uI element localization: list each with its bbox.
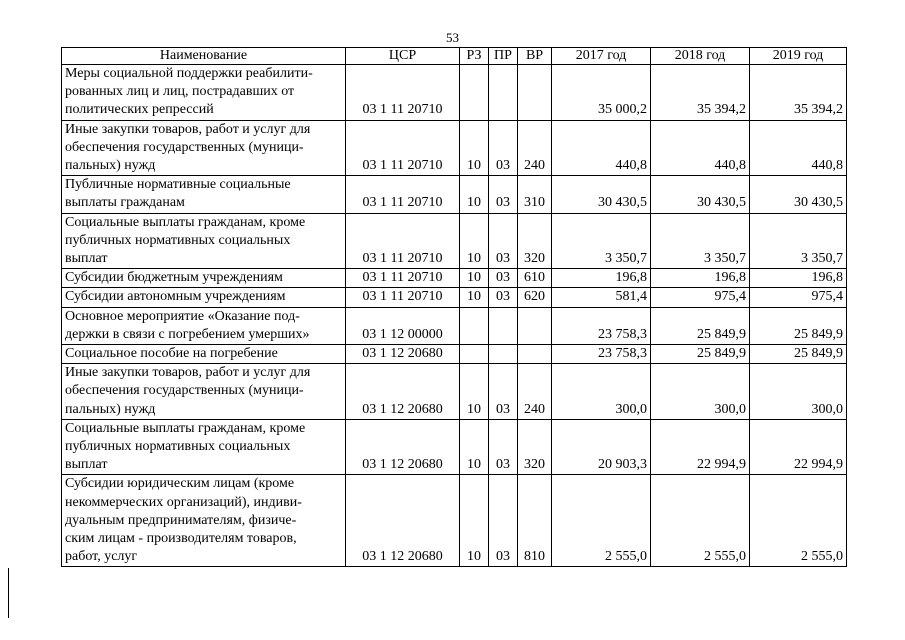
- row-rz: 10: [460, 475, 489, 567]
- row-pr: 03: [489, 364, 518, 420]
- table-body: [62, 65, 847, 567]
- row-csr: 03 1 11 20710: [346, 213, 460, 269]
- header-2019: 2019 год: [750, 48, 847, 65]
- table-row: [62, 307, 847, 344]
- row-rz: 10: [460, 288, 489, 307]
- header-csr: ЦСР: [346, 48, 460, 65]
- row-vr: [518, 345, 552, 364]
- row-2019: 22 994,9: [750, 419, 847, 475]
- table-row: [62, 120, 847, 176]
- row-csr: 03 1 12 20680: [346, 364, 460, 420]
- table-row: [62, 176, 847, 213]
- row-csr: 03 1 11 20710: [346, 288, 460, 307]
- row-rz: [460, 65, 489, 121]
- header-vr: ВР: [518, 48, 552, 65]
- row-2018: 25 849,9: [651, 307, 750, 344]
- row-vr: 310: [518, 176, 552, 213]
- row-vr: 240: [518, 120, 552, 176]
- row-2018: 25 849,9: [651, 345, 750, 364]
- row-csr: 03 1 11 20710: [346, 65, 460, 121]
- row-2018: 35 394,2: [651, 65, 750, 121]
- row-2017: 440,8: [552, 120, 651, 176]
- row-name: Основное мероприятие «Оказание под- держки в связи с погребением умерших»: [62, 307, 346, 344]
- scan-edge-mark: [8, 568, 9, 618]
- table-row: [62, 288, 847, 307]
- row-2017: 581,4: [552, 288, 651, 307]
- row-rz: [460, 307, 489, 344]
- row-name: Субсидии автономным учреждениям: [62, 288, 346, 307]
- row-pr: 03: [489, 213, 518, 269]
- row-pr: [489, 345, 518, 364]
- row-2017: 20 903,3: [552, 419, 651, 475]
- table-row: [62, 364, 847, 420]
- row-2019: 196,8: [750, 269, 847, 288]
- row-name: Иные закупки товаров, работ и услуг для обеспечения государственных (муници- пальных) нужд: [62, 364, 346, 420]
- row-2017: 2 555,0: [552, 475, 651, 567]
- row-2017: 23 758,3: [552, 345, 651, 364]
- row-csr: 03 1 11 20710: [346, 176, 460, 213]
- row-name: Социальные выплаты гражданам, кроме публичных нормативных социальных выплат: [62, 419, 346, 475]
- header-pr: ПР: [489, 48, 518, 65]
- row-vr: 610: [518, 269, 552, 288]
- row-vr: 320: [518, 213, 552, 269]
- row-2018: 196,8: [651, 269, 750, 288]
- row-2019: 2 555,0: [750, 475, 847, 567]
- row-2018: 3 350,7: [651, 213, 750, 269]
- row-2018: 22 994,9: [651, 419, 750, 475]
- row-csr: 03 1 11 20710: [346, 120, 460, 176]
- row-2017: 3 350,7: [552, 213, 651, 269]
- row-2017: 23 758,3: [552, 307, 651, 344]
- row-pr: 03: [489, 475, 518, 567]
- row-rz: 10: [460, 419, 489, 475]
- row-rz: 10: [460, 269, 489, 288]
- row-2018: 300,0: [651, 364, 750, 420]
- row-name: Меры социальной поддержки реабилити- рованных лиц и лиц, пострадавших от политических репрессий: [62, 65, 346, 121]
- header-rz: РЗ: [460, 48, 489, 65]
- row-pr: 03: [489, 419, 518, 475]
- row-2018: 30 430,5: [651, 176, 750, 213]
- row-csr: 03 1 12 20680: [346, 345, 460, 364]
- table-row: [62, 213, 847, 269]
- row-vr: [518, 307, 552, 344]
- row-2019: 300,0: [750, 364, 847, 420]
- row-rz: 10: [460, 213, 489, 269]
- row-csr: 03 1 12 20680: [346, 475, 460, 567]
- table-row: [62, 269, 847, 288]
- row-2019: 440,8: [750, 120, 847, 176]
- header-name: Наименование: [62, 48, 346, 65]
- table-row: [62, 345, 847, 364]
- row-rz: [460, 345, 489, 364]
- row-pr: 03: [489, 120, 518, 176]
- row-name: Субсидии бюджетным учреждениям: [62, 269, 346, 288]
- row-2017: 300,0: [552, 364, 651, 420]
- row-vr: [518, 65, 552, 121]
- row-2019: 3 350,7: [750, 213, 847, 269]
- table-row: [62, 65, 847, 121]
- table-row: [62, 475, 847, 567]
- row-name: Социальные выплаты гражданам, кроме публичных нормативных социальных выплат: [62, 213, 346, 269]
- row-2018: 975,4: [651, 288, 750, 307]
- row-vr: 320: [518, 419, 552, 475]
- row-2018: 440,8: [651, 120, 750, 176]
- row-name: Публичные нормативные социальные выплаты гражданам: [62, 176, 346, 213]
- table-row: [62, 419, 847, 475]
- budget-table: [61, 47, 847, 567]
- row-csr: 03 1 12 20680: [346, 419, 460, 475]
- row-pr: [489, 65, 518, 121]
- row-pr: [489, 307, 518, 344]
- row-pr: 03: [489, 269, 518, 288]
- row-2019: 30 430,5: [750, 176, 847, 213]
- row-pr: 03: [489, 176, 518, 213]
- header-2017: 2017 год: [552, 48, 651, 65]
- row-2019: 25 849,9: [750, 307, 847, 344]
- row-2017: 196,8: [552, 269, 651, 288]
- row-pr: 03: [489, 288, 518, 307]
- row-2019: 975,4: [750, 288, 847, 307]
- row-2017: 35 000,2: [552, 65, 651, 121]
- row-rz: 10: [460, 176, 489, 213]
- row-2017: 30 430,5: [552, 176, 651, 213]
- row-vr: 620: [518, 288, 552, 307]
- row-name: Иные закупки товаров, работ и услуг для обеспечения государственных (муници- пальных) нужд: [62, 120, 346, 176]
- row-rz: 10: [460, 364, 489, 420]
- page-number: 53: [446, 30, 459, 45]
- row-csr: 03 1 12 00000: [346, 307, 460, 344]
- row-vr: 240: [518, 364, 552, 420]
- row-name: Социальное пособие на погребение: [62, 345, 346, 364]
- row-csr: 03 1 11 20710: [346, 269, 460, 288]
- row-2019: 25 849,9: [750, 345, 847, 364]
- row-rz: 10: [460, 120, 489, 176]
- row-name: Субсидии юридическим лицам (кроме некоммерческих организаций), индиви- дуальным предпринимателям, физиче- ским лицам - производителям товаров, работ, услуг: [62, 475, 346, 567]
- row-2019: 35 394,2: [750, 65, 847, 121]
- row-vr: 810: [518, 475, 552, 567]
- table-header-row: [62, 48, 847, 65]
- header-2018: 2018 год: [651, 48, 750, 65]
- row-2018: 2 555,0: [651, 475, 750, 567]
